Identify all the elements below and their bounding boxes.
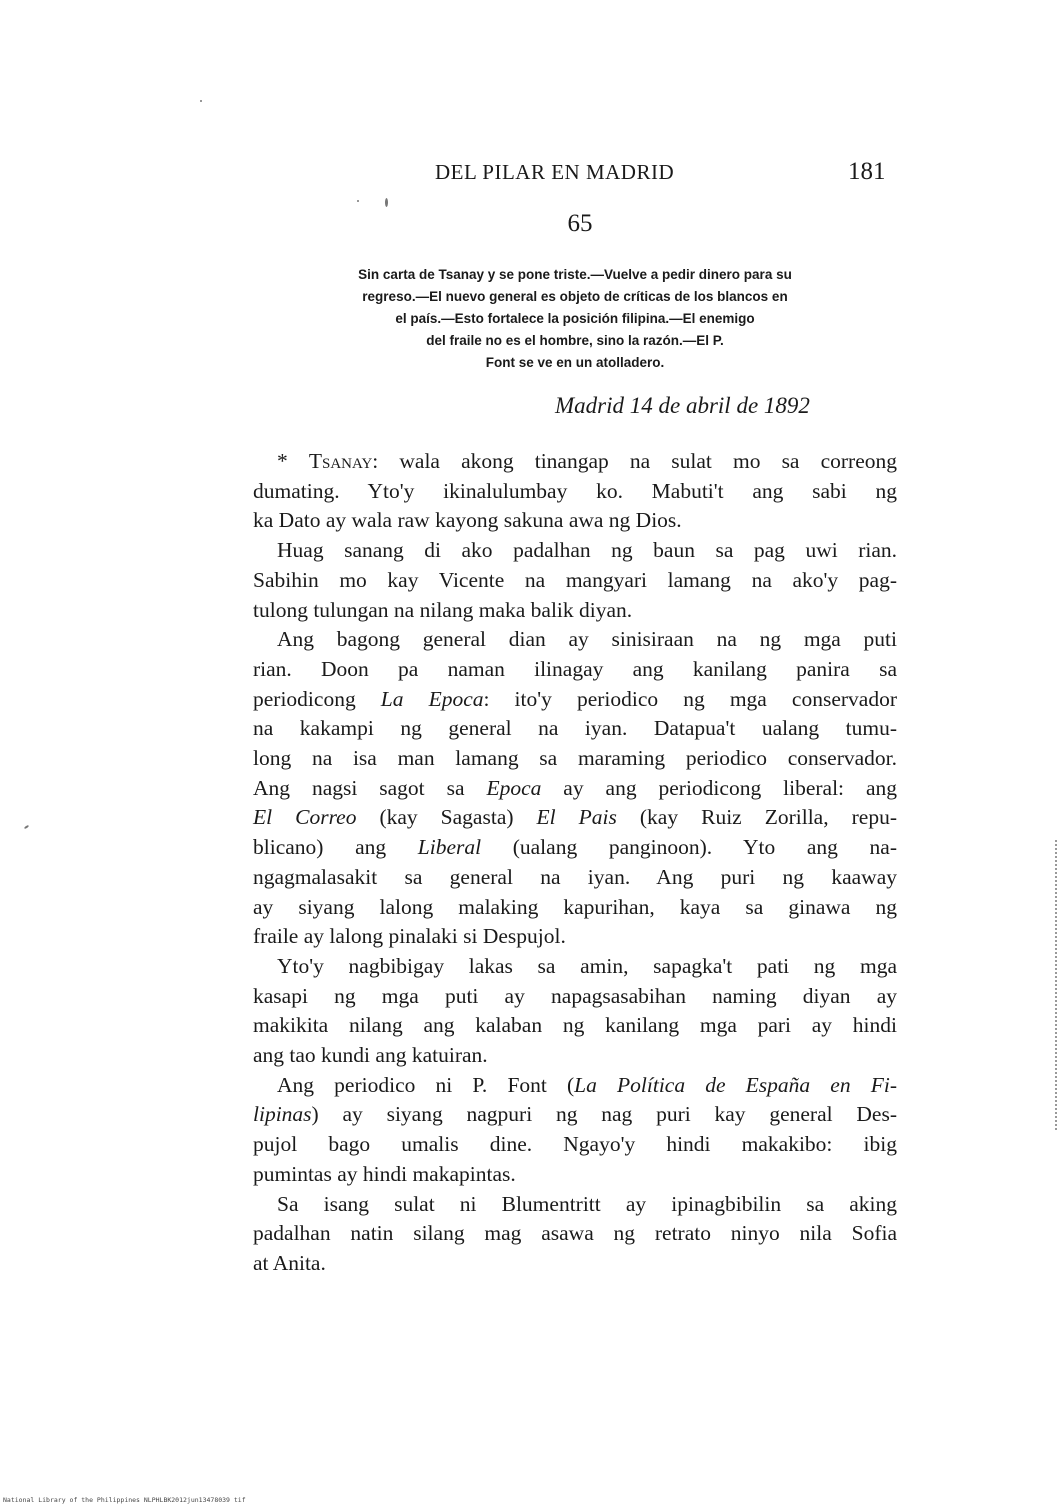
paragraph [253,1190,897,1279]
letter-body [253,447,897,1279]
periodical-title: Epoca [486,775,542,800]
text-run: Ang nagsi sagot sa [253,775,487,800]
text-run: : ito'y periodico ng mga conservador [483,686,897,711]
text-line: Huag sanang di ako padalhan ng baun sa pag uwi rian. [277,538,897,563]
text-run: (kay Ruiz Zorilla, repu- [616,805,897,830]
page-number: 181 [848,158,886,185]
text-run: Ang periodico ni P. Font ( [277,1072,575,1097]
text-line: Sa isang sulat ni Blumentritt ay ipinagbibilin sa aking [277,1191,897,1216]
scan-speck [385,198,388,207]
text-line: at Anita. [253,1250,326,1275]
text-line: Yto'y nagbibigay lakas sa amin, sapagka't pati ng mga [277,953,897,978]
page-edge-dots [1055,840,1059,1130]
paragraph [253,447,897,536]
text-line: ngagmalasakit sa general na iyan. Ang puri ng kaaway [253,864,897,889]
scan-speck [24,825,29,830]
periodical-title: Liberal [417,835,482,860]
text-run: ay ang periodicong liberal: ang [541,775,897,800]
text-run: (ualang panginoon). Yto ang na- [481,835,897,860]
periodical-title: La Epoca [380,686,484,711]
paragraph [253,952,897,1071]
text-line [253,1100,897,1130]
text-line [253,1071,897,1101]
text-line: dumating. Yto'y ikinalulumbay ko. Mabuti't ang sabi ng [253,478,897,503]
text-line [253,685,897,715]
text-line: pumintas ay hindi makapintas. [253,1161,516,1186]
text-line: fraile ay lalong pinalaki si Despujol. [253,924,566,949]
periodical-title: La Política de España en Fi- [574,1072,897,1097]
text-run: (kay Sagasta) [356,805,537,830]
letter-summary [255,264,895,374]
letter-number: 65 [567,210,593,237]
text-line [253,774,897,804]
text-line: ang tao kundi ang katuiran. [253,1043,488,1068]
text-run: ) ay siyang nagpuri ng nag puri kay general Des- [311,1102,897,1127]
text-line [253,803,897,833]
text-run: periodicong [253,686,381,711]
asterisk: * [277,449,309,473]
periodical-title: lipinas [253,1102,312,1127]
paragraph [253,536,897,625]
text-line [253,447,897,477]
text-line: na kakampi ng general na iyan. Datapua't ualang tumu- [253,716,897,741]
text-line: makikita nilang ang kalaban ng kanilang mga pari ay hindi [253,1013,897,1038]
scan-footer: National Library of the Philippines NLPHLBK2012jun13478039 tif [3,1496,246,1504]
periodical-title: El Correo [253,805,357,830]
text-line: pujol bago umalis dine. Ngayo'y hindi makakibo: ibig [253,1132,897,1157]
text-line [253,833,897,863]
periodical-title: El Pais [536,805,617,830]
summary-line: el país.—Esto fortalece la posición filipina.—El enemigo [395,311,755,326]
dateline: Madrid 14 de abril de 1892 [555,393,810,418]
text-line: Ang bagong general dian ay sinisiraan na ng mga puti [277,627,897,652]
text-line: tulong tulungan na nilang maka balik diyan. [253,597,633,622]
text-run: blicano) ang [253,835,418,860]
summary-line: del fraile no es el hombre, sino la razón.—El P. [426,333,724,348]
summary-line: Sin carta de Tsanay y se pone triste.—Vuelve a pedir dinero para su [358,267,792,282]
text-line: ka Dato ay wala raw kayong sakuna awa ng Dios. [253,508,682,533]
text-run: : wala akong tinangap na sulat mo sa correong [372,449,897,473]
scan-speck [200,100,202,102]
text-line: rian. Doon pa naman ilinagay ang kanilang panira sa [253,656,897,681]
text-line: long na isa man lamang sa maraming periodico conservador. [253,746,897,771]
text-line: Sabihin mo kay Vicente na mangyari lamang na ako'y pag- [253,567,897,592]
summary-line: Font se ve en un atolladero. [485,355,665,370]
paragraph [253,1071,897,1190]
running-head: DEL PILAR EN MADRID [435,160,675,184]
scan-speck [357,200,359,202]
text-line: ay siyang lalong malaking kapurihan, kaya sa ginawa ng [253,894,897,919]
paragraph [253,625,897,952]
text-line: padalhan natin silang mag asawa ng retrato ninyo nila Sofia [253,1221,897,1246]
addressee-name: Tsanay [308,449,373,473]
summary-line: regreso.—El nuevo general es objeto de críticas de los blancos en [362,289,788,304]
text-line: kasapi ng mga puti ay napagsasabihan naming diyan ay [253,983,897,1008]
